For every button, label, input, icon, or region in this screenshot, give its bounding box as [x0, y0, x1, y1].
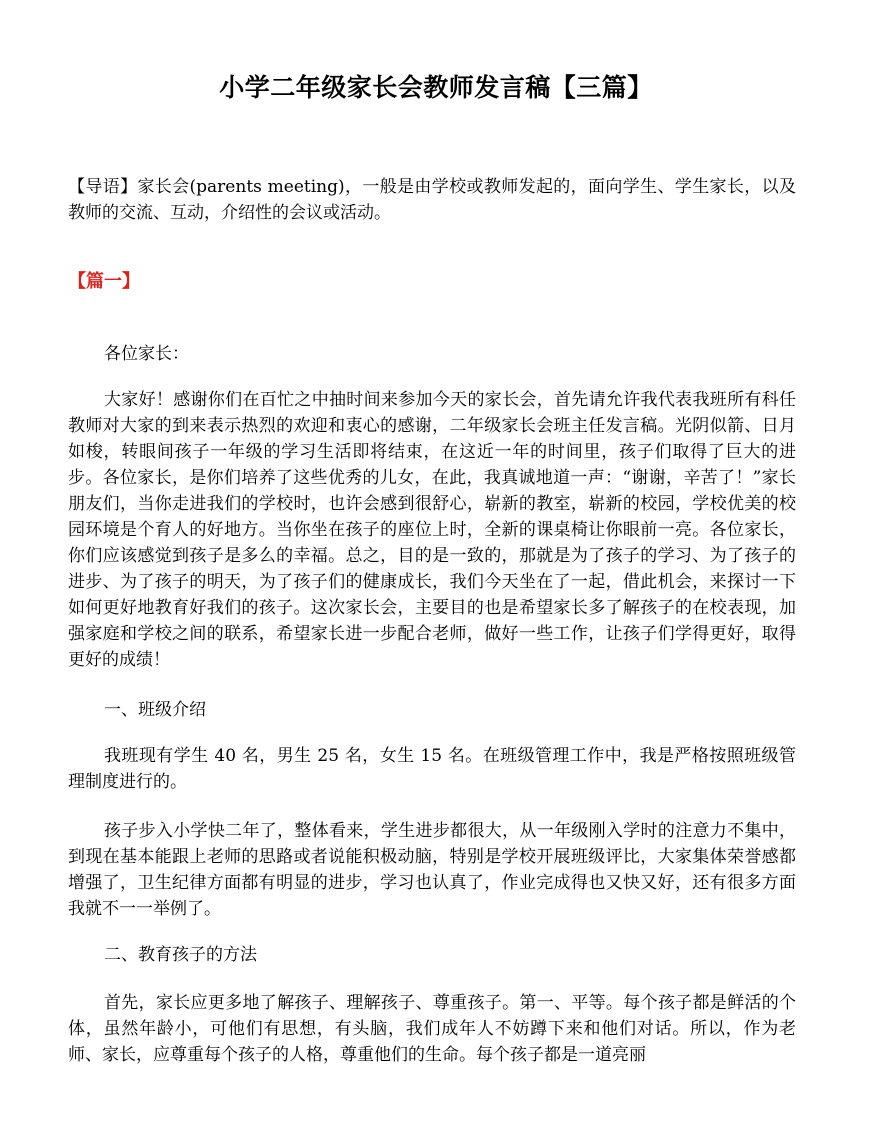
subheading-education-methods: 二、教育孩子的方法: [104, 945, 257, 965]
body-paragraph-1: 大家好！感谢你们在百忙之中抽时间来参加今天的家长会，首先请允许我代表我班所有科任教师对大家的到来表示热烈的欢迎和衷心的感谢，二年级家长会班主任发言稿。光阴似箭、日月如梭，转眼间孩子一年级的学习生活即将结束，在这近一年的时间里，孩子们取得了巨大的进步。各位家长，是你们培养了这些优秀的儿女，在此，我真诚地道一声：“谢谢，辛苦了！”家长朋友们，当你走进我们的学校时，也许会感到很舒心，崭新的教室，崭新的校园，学校优美的校园环境是个育人的好地方。当你坐在孩子的座位上时，全新的课桌椅让你眼前一亮。各位家长，你们应该感觉到孩子是多么的幸福。总之，目的是一致的，那就是为了孩子的学习、为了孩子的进步、为了孩子的明天，为了孩子们的健康成长，我们今天坐在了一起，借此机会，来探讨一下如何更好地教育好我们的孩子。这次家长会，主要目的也是希望家长多了解孩子的在校表现，加强家庭和学校之间的联系，希望家长进一步配合老师，做好一些工作，让孩子们学得更好，取得更好的成绩！: [68, 390, 796, 670]
intro-paragraph: 【导语】家长会(parents meeting)，一般是由学校或教师发起的，面向学生、学生家长，以及教师的交流、互动，介绍性的会议或活动。: [68, 177, 796, 223]
subheading-class-intro: 一、班级介绍: [104, 700, 206, 720]
section-heading: 【篇一】: [68, 271, 140, 292]
document-title: 小学二年级家长会教师发言稿【三篇】: [219, 73, 653, 102]
body-paragraph-4: 首先，家长应更多地了解孩子、理解孩子、尊重孩子。第一、平等。每个孩子都是鲜活的个体，虽然年龄小，可他们有思想，有头脑，我们成年人不妨蹲下来和他们对话。所以，作为老师、家长，应尊重每个孩子的人格，尊重他们的生命。每个孩子都是一道亮丽: [68, 993, 796, 1065]
greeting: 各位家长：: [104, 344, 189, 364]
body-paragraph-2: 我班现有学生 40 名，男生 25 名，女生 15 名。在班级管理工作中，我是严格按照班级管理制度进行的。: [68, 746, 796, 792]
body-paragraph-3: 孩子步入小学快二年了，整体看来，学生进步都很大，从一年级刚入学时的注意力不集中，到现在基本能跟上老师的思路或者说能积极动脑，特别是学校开展班级评比，大家集体荣誉感都增强了，卫生纪律方面都有明显的进步，学习也认真了，作业完成得也又快又好，还有很多方面我就不一一举例了。: [68, 821, 796, 919]
